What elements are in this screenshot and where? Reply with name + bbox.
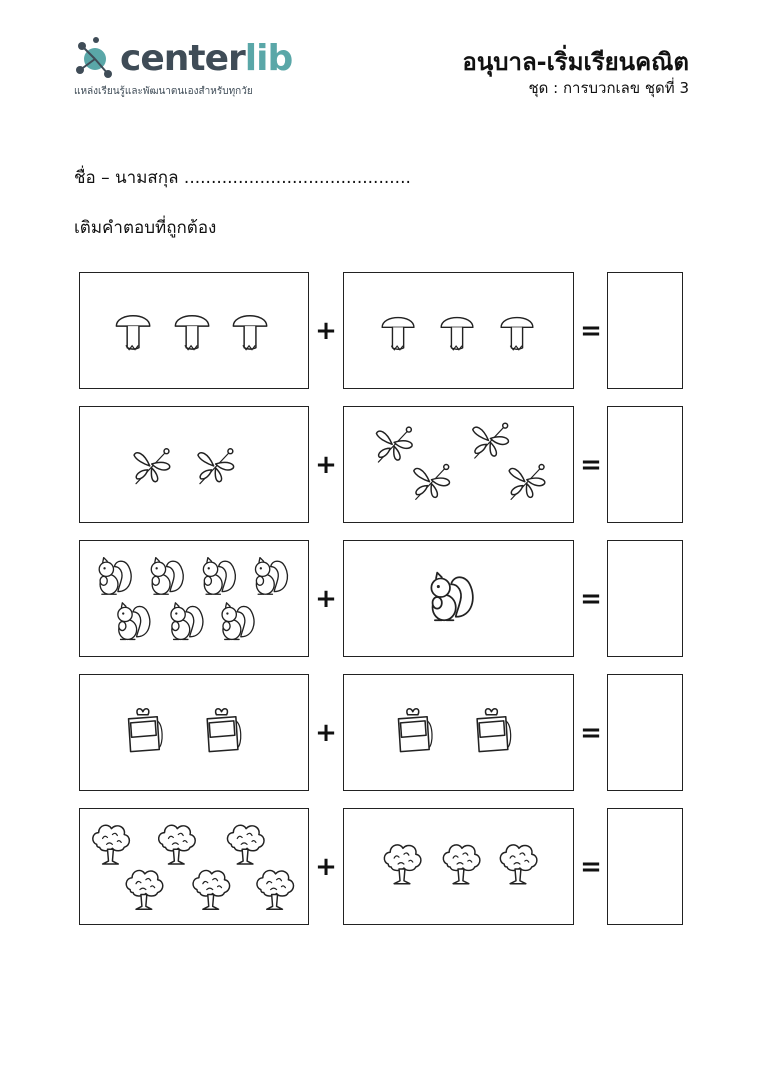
logo [72,36,312,102]
problem-2-left-icons [80,407,308,522]
mushroom-icon [382,318,414,350]
problem-5-left-box [79,808,309,925]
equals-sign: = [580,450,602,480]
squirrel-icon [203,558,235,595]
problem-5-answer-box[interactable] [607,808,683,925]
problem-3-right-icons [344,541,573,656]
problem-3-answer-box[interactable] [607,540,683,657]
equals-sign: = [580,852,602,882]
logo-molecule-icon [72,36,118,82]
problem-1-right-box [343,272,574,389]
backpack-icon [398,709,432,752]
header [462,46,689,98]
name-field-line: ชื่อ – นามสกุล .......................................... [74,168,411,188]
dragonfly-icon [414,465,450,500]
tree-icon [500,845,537,884]
plus-sign: + [315,316,337,346]
problem-4-right-icons [344,675,573,790]
backpack-icon [477,709,511,752]
mushroom-icon [501,318,533,350]
logo-word-dark: center [120,38,245,79]
logo-word-accent: lib [244,38,293,79]
instruction-text: เติมคำตอบที่ถูกต้อง [74,218,217,238]
problem-3-left-box [79,540,309,657]
tree-icon [159,825,196,864]
squirrel-icon [431,573,472,621]
mushroom-icon [233,316,266,350]
mushroom-icon [175,316,208,350]
squirrel-icon [151,558,183,595]
problem-2-right-icons [344,407,573,522]
dragonfly-icon [473,423,509,458]
problem-4-right-box [343,674,574,791]
tree-icon [93,825,130,864]
problem-2-right-box [343,406,574,523]
problem-1-answer-box[interactable] [607,272,683,389]
problem-5-left-icons [80,809,308,924]
tree-icon [443,845,480,884]
mushroom-icon [116,316,149,350]
problem-5-right-icons [344,809,573,924]
problem-1-left-icons [80,273,308,388]
page-title: อนุบาล-เริ่มเรียนคณิต [462,48,689,76]
page-subtitle: ชุด : การบวกเลข ชุดที่ 3 [528,79,689,97]
problem-4-left-icons [80,675,308,790]
dragonfly-icon [134,449,170,484]
squirrel-icon [255,558,287,595]
equals-sign: = [580,316,602,346]
backpack-icon [129,709,163,752]
problem-2-left-box [79,406,309,523]
mushroom-icon [441,318,473,350]
plus-sign: + [315,450,337,480]
problem-1-right-icons [344,273,573,388]
problem-4-answer-box[interactable] [607,674,683,791]
equals-sign: = [580,584,602,614]
tree-icon [193,870,230,909]
tree-icon [126,870,163,909]
tree-icon [257,870,294,909]
squirrel-icon [171,603,203,640]
logo-tagline: แหล่งเรียนรู้และพัฒนาตนเองสำหรับทุกวัย [74,86,253,97]
squirrel-icon [222,603,254,640]
backpack-icon [207,709,241,752]
problem-4-left-box [79,674,309,791]
problem-3-left-icons [80,541,308,656]
dragonfly-icon [509,465,545,500]
equals-sign: = [580,718,602,748]
tree-icon [384,845,421,884]
tree-icon [227,825,264,864]
squirrel-icon [99,558,131,595]
problem-1-left-box [79,272,309,389]
problem-3-right-box [343,540,574,657]
squirrel-icon [118,603,150,640]
problem-2-answer-box[interactable] [607,406,683,523]
plus-sign: + [315,584,337,614]
plus-sign: + [315,718,337,748]
logo-wordmark [120,36,292,82]
dragonfly-icon [376,427,412,462]
dragonfly-icon [198,449,234,484]
problem-5-right-box [343,808,574,925]
plus-sign: + [315,852,337,882]
